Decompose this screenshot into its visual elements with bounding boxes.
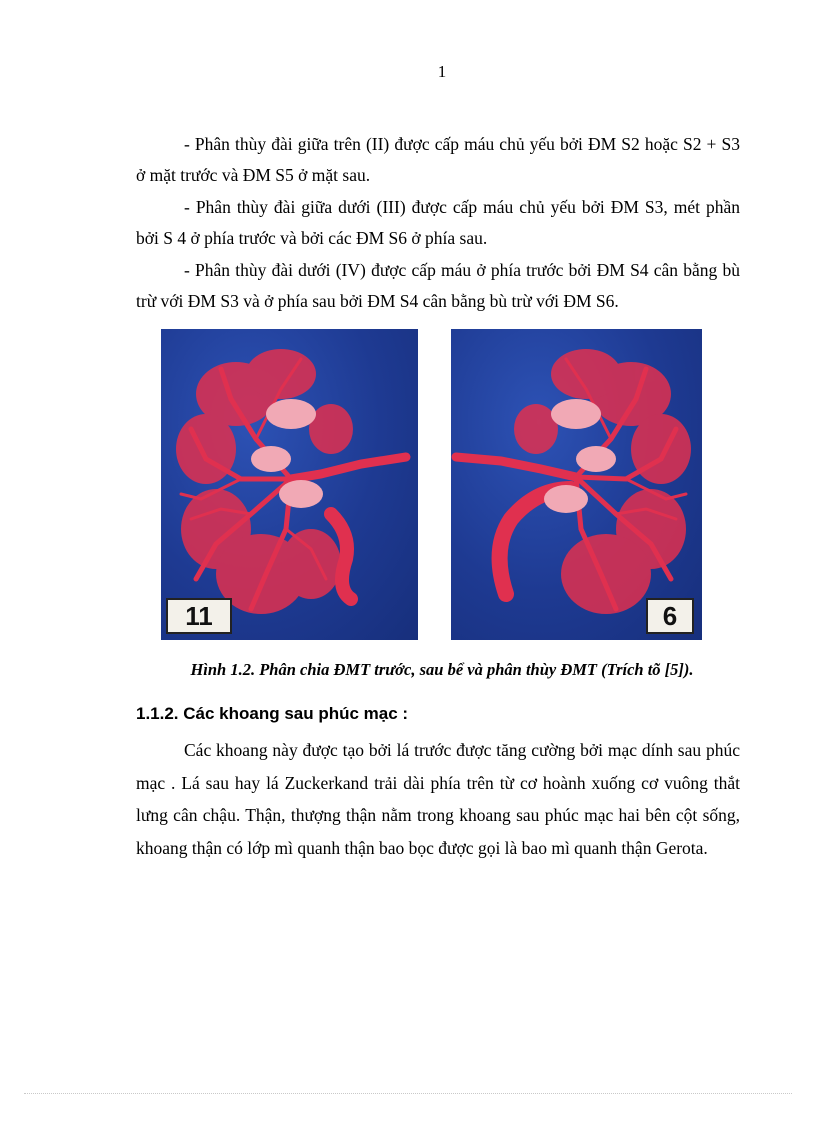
figure-number-label-left: 11: [166, 598, 232, 634]
kidney-cast-photo-left: [161, 329, 418, 640]
kidney-cast-photo-right: [451, 329, 702, 640]
page-number: 1: [437, 62, 447, 81]
section-heading: 1.1.2. Các khoang sau phúc mạc :: [136, 704, 409, 723]
page-bottom-divider: [24, 1093, 792, 1094]
section-body-paragraph: Các khoang này được tạo bởi lá trước được tăng cường bởi mạc dính sau phúc mạc . Lá sau hay lá Zuckerkand trải dài phía trên từ cơ hoành xuống cơ vuông thắt lưng cân chậu. Thận, thượng thận nằm trong khoang sau phúc mạc hai bên cột sống, khoang thận có lớp mì quanh thận bao bọc được gọi là bao mì quanh thận Gerota.: [136, 740, 740, 858]
paragraph-segment-iv: - Phân thùy đài dưới (IV) được cấp máu ở phía trước bởi ĐM S4 cân bằng bù trừ với ĐM S3 và ở phía sau bởi ĐM S4 cân bằng bù trừ với ĐM S6.: [136, 260, 740, 311]
figure-number-label-right: 6: [646, 598, 694, 634]
kidney-cast-illustration-left: [161, 329, 418, 640]
paragraph-segment-ii: - Phân thùy đài giữa trên (II) được cấp máu chủ yếu bởi ĐM S2 hoặc S2 + S3 ở mặt trước và ĐM S5 ở mặt sau.: [136, 134, 740, 185]
paragraph-segment-iii: - Phân thùy đài giữa dưới (III) được cấp máu chủ yếu bởi ĐM S3, mét phần bởi S 4 ở phía trước và bởi các ĐM S6 ở phía sau.: [136, 197, 740, 248]
kidney-cast-illustration-right: [451, 329, 702, 640]
figure-caption: Hình 1.2. Phân chia ĐMT trước, sau bể và phân thùy ĐMT (Trích tõ [5]).: [190, 660, 694, 679]
